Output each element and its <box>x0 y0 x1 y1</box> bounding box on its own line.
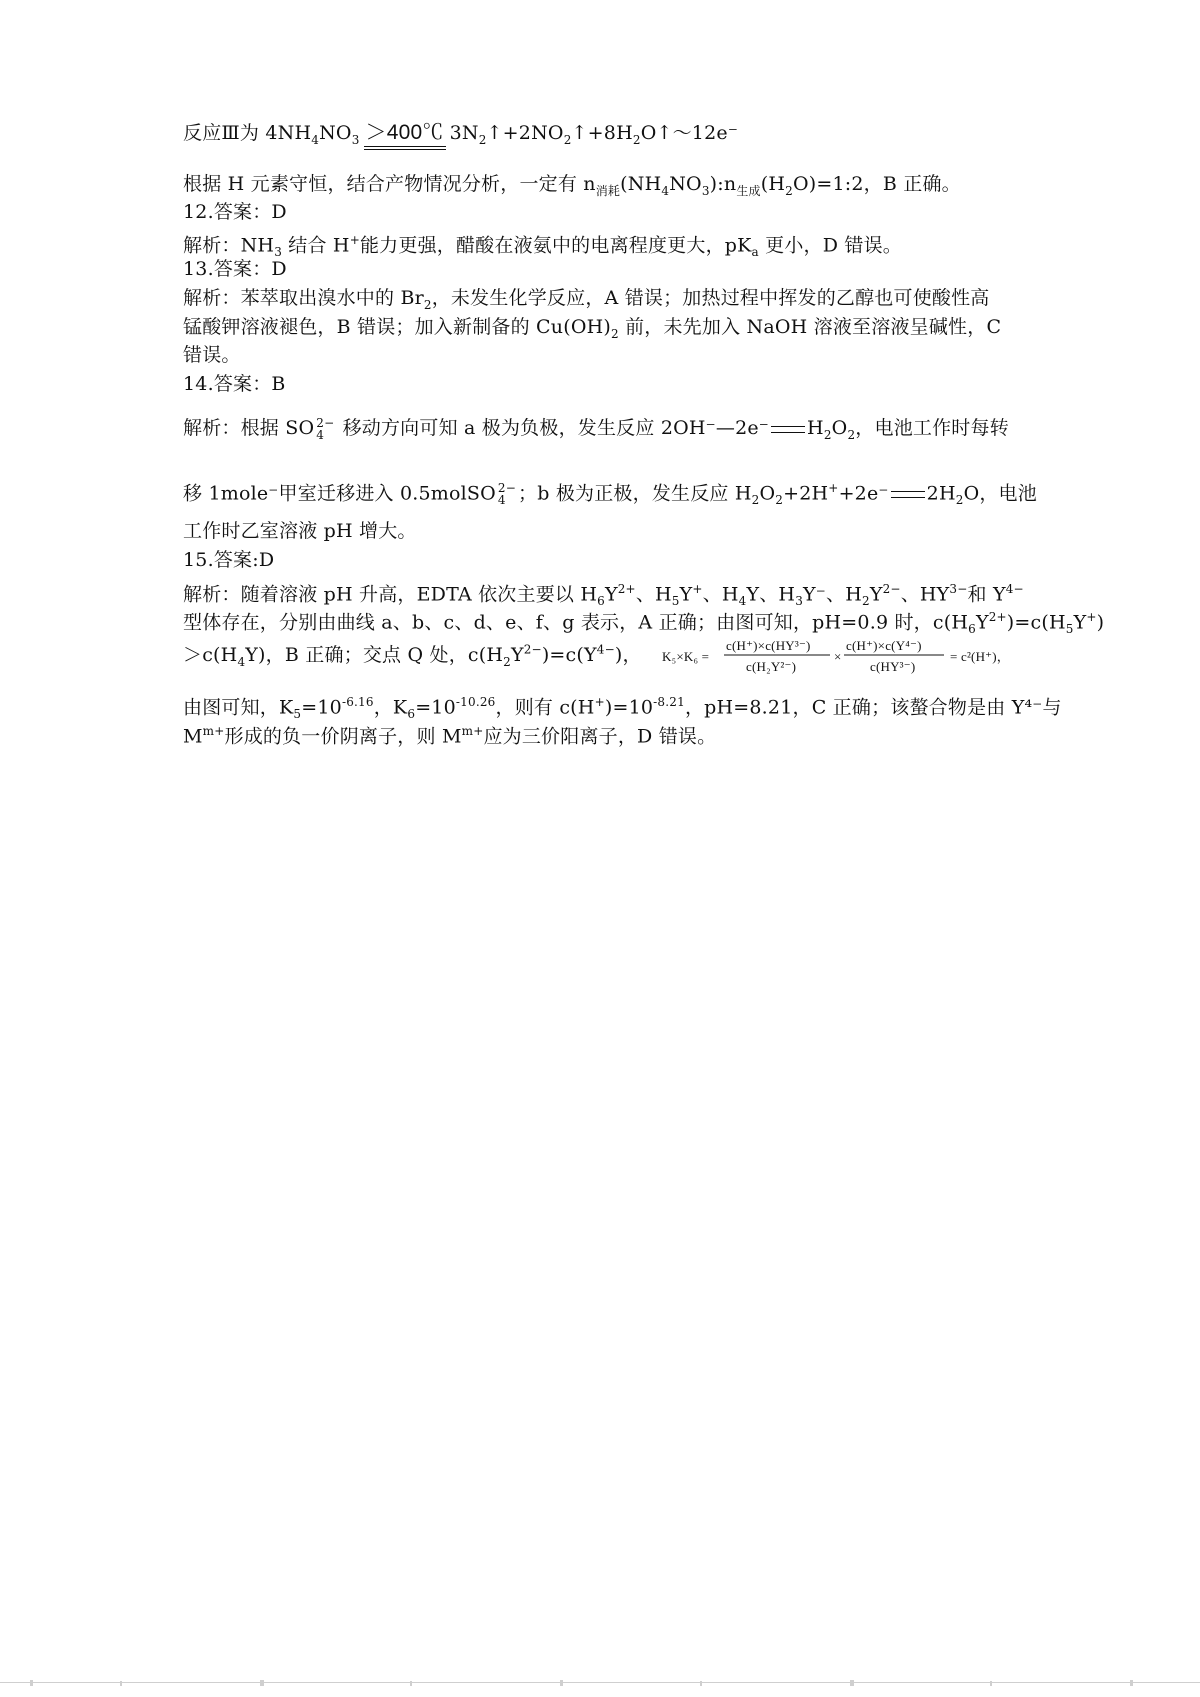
reaction-condition: ＞400℃ <box>365 121 444 144</box>
formula-times: × <box>833 649 842 664</box>
analysis-13-line-2: 锰酸钾溶液褪色，B 错误；加入新制备的 $Cu(OH)_2$ 前，未先加入 NaOH 溶液至溶液呈碱性，C <box>183 316 1002 341</box>
formula-lhs: K₅×K₆ = <box>661 649 710 664</box>
hydrogen-conservation-line: 根据 H 元素守恒，结合产物情况分析，一定有 $n_{消耗}(NH_4NO_3):n_{生成}(H_2O)=1:2$，B 正确。 <box>183 173 961 198</box>
formula-rhs: = c²(H⁺)， <box>949 649 1010 664</box>
answer-15-heading: 15.答案:D <box>183 549 275 571</box>
formula-numerator-1: c(H⁺)×c(HY³⁻) <box>725 638 811 653</box>
formula-denominator-1: c(H₂Y²⁻) <box>745 659 797 674</box>
analysis-13-line-1: 解析：苯萃取出溴水中的 $Br_2$，未发生化学反应，A 错误；加热过程中挥发的乙醇也可使酸性高 <box>183 287 990 312</box>
analysis-15-line-1: 解析：随着溶液 pH 升高，EDTA 依次主要以 $H_6Y^{2+}$、$H_5Y^+$、$H_4Y$、$H_3Y^-$、$H_2Y^{2-}$、$HY^{3-}$和 $Y^{4-}$ <box>183 582 1024 609</box>
reaction-iii-line: 反应Ⅲ为 $4NH_4NO_3$ ＞400℃ $3N_2↑+2NO_2↑+8H_2O↑\sim 12e^-$ <box>183 121 739 147</box>
analysis-15-line-3: $>c(H_4Y)$，B 正确；交点 Q 处，$c(H_2Y^{2-})=c(Y^{4-})$， K₅×K₆ = c(H⁺)×c(HY³⁻) c(H₂Y²⁻) × c(H⁺)×c(Y⁴⁻) c(HY³⁻) = c²(H⁺)， <box>183 633 1052 679</box>
answer-13-heading: 13.答案：D <box>183 258 287 280</box>
analysis-15-line-5: $M^{m+}$形成的负一价阴离子，则 $M^{m+}$应为三价阳离子，D 错误。 <box>183 724 717 748</box>
equals-arrow-icon <box>771 426 805 433</box>
scan-edge-artifact <box>0 1680 1200 1688</box>
analysis-15-line-2: 型体存在，分别由曲线 a、b、c、d、e、f、g 表示，A 正确；由图可知，pH=0.9 时，$c(H_6Y^{2+})=c(H_5Y^+)$ <box>183 610 1105 637</box>
formula-denominator-2: c(HY³⁻) <box>869 659 916 674</box>
answer-14-heading: 14.答案：B <box>183 373 286 395</box>
analysis-15-line-4: 由图可知，$K_5=10^{-6.16}$，$K_6=10^{-10.26}$，则有 $c(H^+)=10^{-8.21}$，pH=8.21，C 正确；该螯合物是由 Y⁴⁻与 <box>183 695 1062 722</box>
analysis-12-line: 解析：$NH_3$ 结合 H+能力更强，醋酸在液氨中的电离程度更大，$pK_a$ 更小，D 错误。 <box>183 233 903 260</box>
analysis-14-line-1: 解析：根据 SO 2− 4 移动方向可知 a 极为负极，发生反应 2OH⁻—2e⁻ $H_2O_2$，电池工作时每转 <box>183 416 1009 442</box>
analysis-13-line-3: 错误。 <box>183 344 241 366</box>
analysis-14-line-3: 工作时乙室溶液 pH 增大。 <box>183 520 417 542</box>
analysis-14-line-2: 移 1mole⁻甲室迁移进入 0.5molSO 2− 4 ；b 极为正极，发生反应 $H_2O_2+2H^++2e^-$ $2H_2O$，电池 <box>183 481 1037 508</box>
equals-arrow-icon <box>891 491 925 498</box>
equilibrium-constant-formula <box>662 633 1052 679</box>
answer-12-heading: 12.答案：D <box>183 201 287 223</box>
formula-numerator-2: c(H⁺)×c(Y⁴⁻) <box>845 638 922 653</box>
